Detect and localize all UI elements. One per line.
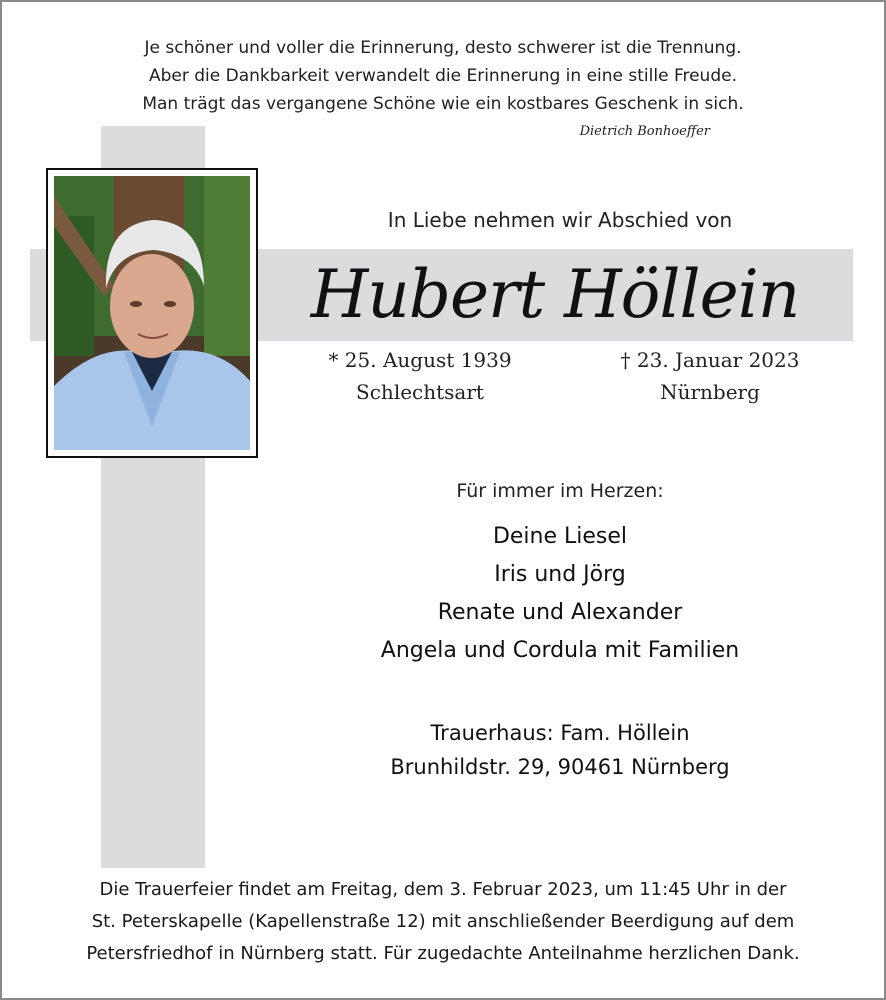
mourning-house (300, 716, 820, 784)
quote-line: Aber die Dankbarkeit verwandelt die Erinnerung in eine stille Freude. (148, 66, 737, 86)
hearts-heading: Für immer im Herzen: (456, 480, 664, 502)
birth-info (300, 344, 540, 408)
death-date: † 23. Januar 2023 (620, 348, 800, 372)
family-list (300, 518, 820, 670)
birth-place: Schlechtsart (356, 380, 484, 404)
quote-author: Dietrich Bonhoeffer (579, 124, 710, 139)
mourning-house-name: Trauerhaus: Fam. Höllein (430, 721, 690, 745)
mourning-house-address: Brunhildstr. 29, 90461 Nürnberg (390, 755, 730, 779)
death-info (590, 344, 830, 408)
birth-date: * 25. August 1939 (328, 348, 512, 372)
family-member: Deine Liesel (492, 524, 628, 549)
family-member: Renate und Alexander (437, 600, 683, 625)
quote-line: Man trägt das vergangene Schöne wie ein kostbares Geschenk in sich. (142, 94, 744, 114)
portrait-photo-frame (46, 168, 258, 458)
intro-text: In Liebe nehmen wir Abschied von (387, 208, 733, 232)
ceremony-line: Petersfriedhof in Nürnberg statt. Für zugedachte Anteilnahme herzlichen Dank. (86, 943, 800, 964)
ceremony-line: Die Trauerfeier findet am Freitag, dem 3. Februar 2023, um 11:45 Uhr in der (99, 879, 787, 900)
death-place: Nürnberg (660, 380, 760, 404)
family-member: Iris und Jörg (494, 562, 626, 587)
quote-line: Je schöner und voller die Erinnerung, desto schwerer ist die Trennung. (144, 38, 742, 58)
deceased-name: Hubert Höllein (310, 256, 800, 333)
quote-block (0, 34, 886, 118)
ceremony-notice (20, 874, 866, 970)
ceremony-line: St. Peterskapelle (Kapellenstraße 12) mit anschließender Beerdigung auf dem (91, 911, 795, 932)
family-member: Angela und Cordula mit Familien (380, 638, 740, 663)
portrait-photo (54, 176, 250, 450)
